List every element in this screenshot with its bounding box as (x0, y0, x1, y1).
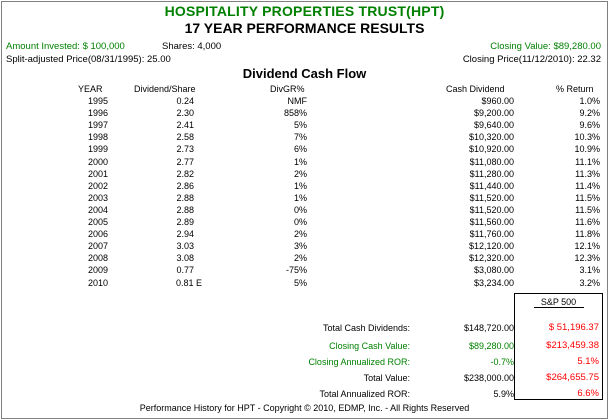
cell-divgr: 5% (293, 277, 307, 288)
cell-year: 2010 (87, 277, 108, 288)
col-header-return: % Return (556, 84, 594, 94)
cell-year: 1998 (87, 132, 108, 143)
closing-price: Closing Price(11/12/2010): 22.32 (462, 54, 601, 65)
amount-invested: Amount Invested: $ 100,000 (6, 41, 125, 52)
cell-return: 11.6% (575, 217, 600, 227)
cell-divgr: 1% (293, 156, 307, 167)
cell-divgr: 1% (293, 192, 307, 203)
cell-dividend: 2.58 (176, 132, 194, 143)
cell-year: 2005 (87, 217, 108, 227)
cell-cash-dividend: $11,760.00 (469, 229, 514, 240)
report-subtitle: 17 YEAR PERFORMANCE RESULTS (184, 20, 425, 36)
closing-ror-value: -0.7% (490, 357, 514, 367)
col-header-divgr: DivGR% (270, 84, 305, 94)
cell-return: 11.1% (575, 156, 600, 167)
cell-cash-dividend: $3,234.00 (473, 277, 514, 288)
cell-cash-dividend: $11,080.00 (469, 156, 514, 167)
col-header-cash-dividend: Cash Dividend (446, 84, 505, 94)
cell-dividend: 0.24 (176, 96, 194, 106)
cell-dividend: 2.86 (176, 180, 194, 191)
sp500-underline (534, 307, 584, 308)
cell-year: 2004 (87, 204, 108, 215)
report-title: HOSPITALITY PROPERTIES TRUST(HPT) (164, 3, 445, 19)
table-row (0, 96, 609, 108)
dividend-cash-flow-title: Dividend Cash Flow (242, 66, 367, 81)
col-header-year: YEAR (78, 84, 103, 94)
shares-count: Shares: 4,000 (162, 41, 222, 52)
sp500-closing-cash: $213,459.38 (546, 340, 599, 351)
cell-dividend: 2.88 (176, 192, 194, 203)
cell-year: 2002 (87, 180, 108, 191)
cell-cash-dividend: $11,560.00 (469, 217, 514, 227)
table-row (0, 205, 609, 217)
cell-return: 11.8% (575, 229, 600, 240)
table-row (0, 253, 609, 265)
cell-dividend: 2.94 (176, 229, 194, 240)
table-row (0, 108, 609, 120)
cell-divgr: -75% (285, 265, 307, 276)
cell-dividend: 2.88 (176, 204, 194, 215)
cell-divgr: 1% (293, 180, 307, 191)
copyright-footer: Performance History for HPT - Copyright © 2010, EDMP, Inc. - All Rights Reserved (139, 403, 470, 413)
total-cash-label: Total Cash Dividends: (322, 323, 410, 333)
cell-year: 2001 (87, 168, 108, 179)
cell-cash-dividend: $11,520.00 (469, 192, 514, 203)
sp500-total-cash: $ 51,196.37 (548, 322, 599, 333)
cell-return: 10.9% (574, 144, 600, 155)
split-adjusted-price: Split-adjusted Price(08/31/1995): 25.00 (6, 54, 171, 65)
table-row (0, 217, 609, 229)
cell-divgr: 3% (293, 241, 307, 252)
cell-return: 11.4% (575, 180, 600, 191)
cell-cash-dividend: $960.00 (481, 96, 514, 106)
cell-return: 12.3% (574, 253, 600, 264)
cell-dividend: 2.41 (176, 120, 194, 131)
cell-year: 2003 (87, 192, 108, 203)
total-value-value: $238,000.00 (463, 373, 514, 383)
cell-cash-dividend: $11,520.00 (469, 204, 514, 215)
total-ror-label: Total Annualized ROR: (319, 389, 410, 399)
cell-divgr: 2% (293, 168, 307, 179)
sp500-total-ror: 6.6% (577, 388, 599, 399)
cell-return: 11.3% (575, 168, 600, 179)
sp500-title: S&P 500 (540, 297, 577, 307)
cell-year: 1997 (87, 120, 108, 131)
col-header-dividend: Dividend/Share (134, 84, 196, 94)
cell-dividend: 2.30 (176, 108, 194, 119)
cell-year: 2009 (87, 265, 108, 276)
cell-dividend: 3.03 (176, 241, 194, 252)
closing-cash-label: Closing Cash Value: (329, 341, 410, 351)
table-row (0, 132, 609, 144)
cell-divgr: 2% (293, 229, 307, 240)
cell-cash-dividend: $10,920.00 (468, 144, 514, 155)
sp500-closing-ror: 5.1% (577, 356, 599, 367)
cell-year: 2006 (87, 229, 108, 240)
cell-return: 1.0% (579, 96, 600, 106)
cell-divgr: 0% (293, 204, 307, 215)
cell-divgr: 2% (293, 253, 307, 264)
closing-value: Closing Value: $89,280.00 (490, 41, 601, 52)
closing-cash-value: $89,280.00 (468, 341, 514, 351)
cell-cash-dividend: $10,320.00 (468, 132, 514, 143)
cell-dividend: 2.89 (176, 217, 194, 227)
cell-year: 1996 (87, 108, 108, 119)
cell-dividend: 0.77 (176, 265, 194, 276)
closing-ror-label: Closing Annualized ROR: (308, 357, 410, 367)
table-row (0, 265, 609, 277)
cell-divgr: 7% (293, 132, 307, 143)
table-row (0, 278, 609, 290)
cell-cash-dividend: $9,200.00 (473, 108, 514, 119)
cell-cash-dividend: $12,320.00 (468, 253, 514, 264)
cell-divgr: NMF (287, 96, 307, 106)
cell-year: 1999 (87, 144, 108, 155)
cell-divgr: 858% (283, 108, 307, 119)
cell-cash-dividend: $12,120.00 (468, 241, 514, 252)
table-row (0, 169, 609, 181)
cell-return: 10.3% (574, 132, 600, 143)
total-cash-value: $148,720.00 (463, 323, 514, 333)
cell-return: 11.5% (575, 204, 600, 215)
cell-year: 2007 (87, 241, 108, 252)
cell-return: 9.2% (579, 108, 600, 119)
cell-return: 11.5% (575, 192, 600, 203)
cell-dividend: 2.82 (176, 168, 194, 179)
cell-year: 2000 (87, 156, 108, 167)
cell-dividend: 2.73 (176, 144, 194, 155)
table-row (0, 193, 609, 205)
cell-dividend: 3.08 (176, 253, 194, 264)
total-value-label: Total Value: (363, 373, 410, 383)
table-row (0, 229, 609, 241)
cell-year: 1995 (87, 96, 108, 106)
cell-dividend: 2.77 (176, 156, 194, 167)
cell-divgr: 6% (293, 144, 307, 155)
cell-divgr: 5% (293, 120, 307, 131)
table-row (0, 120, 609, 132)
cell-return: 9.6% (579, 120, 600, 131)
cell-dividend: 0.81 E (175, 277, 202, 288)
table-row (0, 157, 609, 169)
table-row (0, 181, 609, 193)
cell-return: 3.1% (579, 265, 600, 276)
cell-year: 2008 (87, 253, 108, 264)
sp500-total-value: $264,655.75 (546, 372, 599, 383)
cell-return: 12.1% (574, 241, 600, 252)
cell-cash-dividend: $11,440.00 (469, 180, 514, 191)
cell-return: 3.2% (579, 277, 600, 288)
cell-divgr: 0% (293, 217, 307, 227)
table-row (0, 144, 609, 156)
table-row (0, 241, 609, 253)
total-ror-value: 5.9% (493, 389, 514, 399)
cell-cash-dividend: $3,080.00 (473, 265, 514, 276)
cell-cash-dividend: $11,280.00 (469, 168, 514, 179)
cell-cash-dividend: $9,640.00 (473, 120, 514, 131)
